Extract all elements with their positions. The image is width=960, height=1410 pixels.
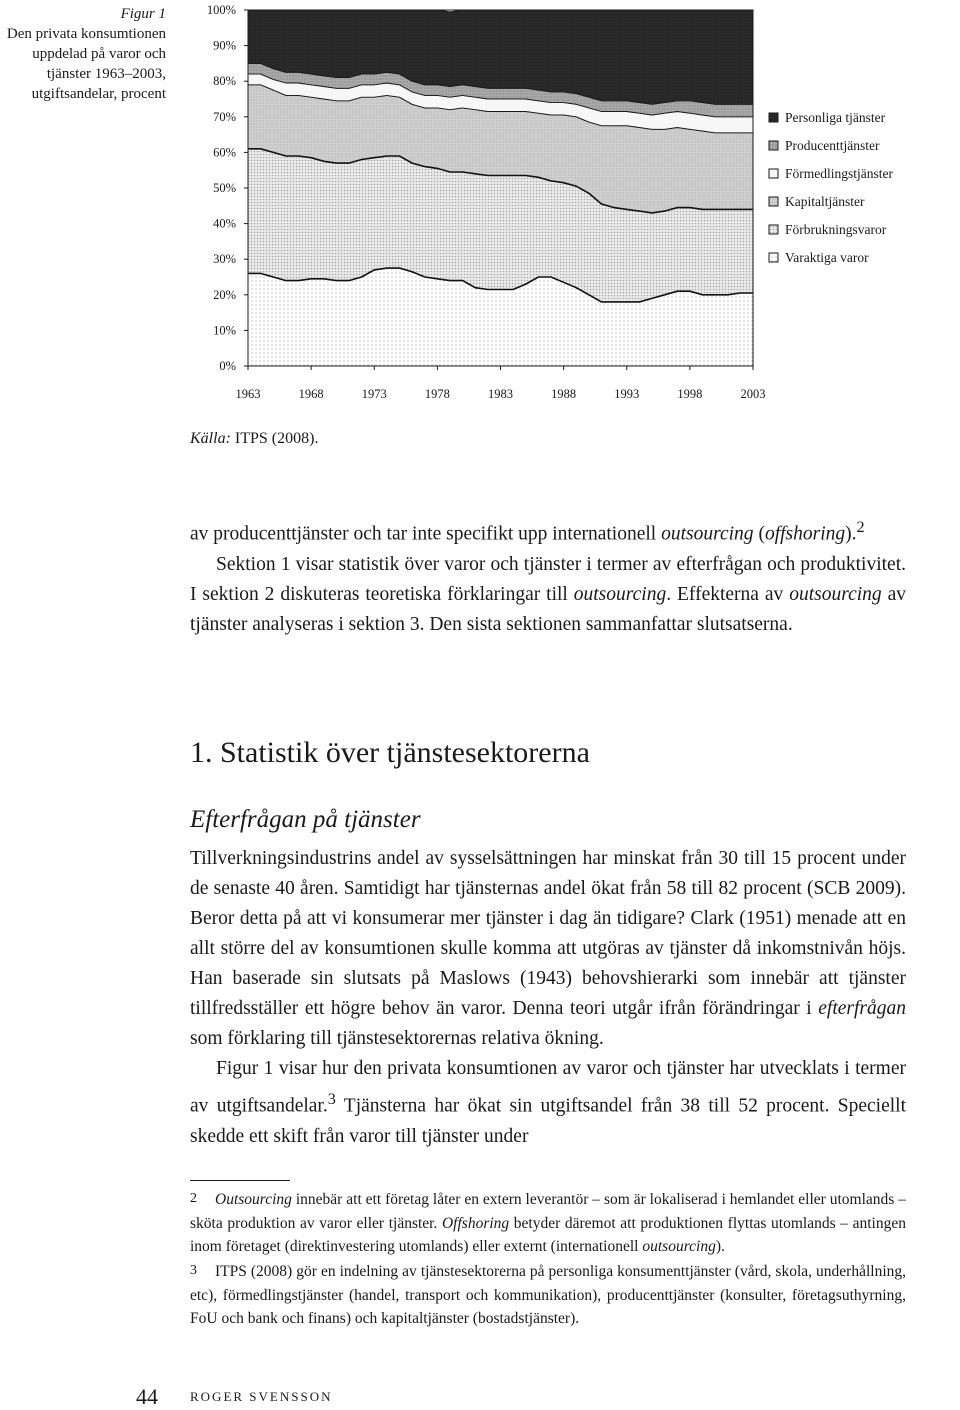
chart-areas <box>248 10 753 366</box>
x-tick-label: 1983 <box>488 387 513 401</box>
figure-caption-text: Den privata konsumtionen uppdelad på varor och tjänster 1963–2003, utgiftsandelar, procent <box>6 26 166 102</box>
footnote-3 <box>190 1260 906 1330</box>
outline-text-b: . Effekterna av <box>666 583 790 605</box>
intro-paragraph <box>190 512 906 550</box>
figure-text-a: Figur 1 visar hur den privata konsumtionen av varor och tjänster har utvecklats i termer av utgiftsandelar. <box>190 1058 906 1117</box>
x-tick-label: 1973 <box>361 387 387 401</box>
figure-label: Figur 1 <box>120 6 166 22</box>
demand-emphasis: efterfrågan <box>818 998 906 1019</box>
y-tick-label: 60% <box>213 145 236 160</box>
footnotes <box>190 1188 906 1332</box>
y-tick-label: 10% <box>213 323 236 338</box>
intro-paren-open: ( <box>758 523 765 545</box>
y-tick-label: 80% <box>213 74 236 89</box>
source-label: Källa: <box>190 430 231 447</box>
chart-legend <box>769 110 893 265</box>
y-tick-label: 90% <box>213 38 236 53</box>
legend-label: Personliga tjänster <box>785 110 886 125</box>
x-tick-label: 1963 <box>235 387 261 401</box>
demand-text-a: Tillverkningsindustrins andel av sysselsättningen har minskat från 30 till 15 procent under de senaste 40 åren. Samtidigt har tjänsternas andel ökat från 58 till 82 procent (SCB 2009). Beror detta på att vi konsumerar mer tjänster i dag än tidigare? Clark (1951) menade att en allt större del av konsumtionen skulle komma att utgöras av tjänster då inkomstnivån höjs. Han baserade sin slutsats på Maslows (1943) behovshierarki som innebär att tjänster tillfredsställer ett högre behov än varor. Denna teori utgår ifrån förändringar i <box>190 848 906 1019</box>
running-author: ROGER SVENSSON <box>190 1389 333 1404</box>
journal-brand <box>940 256 960 426</box>
outline-emphasis-2: outsourcing <box>789 583 882 605</box>
footnote-3-number: 3 <box>190 1263 197 1278</box>
footnote-2 <box>190 1188 906 1258</box>
intro-emphasis-2: offshoring <box>764 523 846 545</box>
y-tick-label: 40% <box>213 216 236 231</box>
legend-swatch <box>769 225 778 234</box>
legend-label: Förbrukningsvaror <box>785 222 887 237</box>
section-heading: 1. Statistik över tjänstesektorerna <box>190 736 590 769</box>
footnote-ref-2[interactable]: 2 <box>856 518 865 536</box>
page-number: 44 <box>136 1384 158 1409</box>
stacked-area-chart <box>175 0 935 420</box>
legend-swatch <box>769 141 778 150</box>
outline-emphasis-1: outsourcing <box>573 583 667 605</box>
footnote-2-emphasis-3: outsourcing <box>642 1238 716 1255</box>
legend-label: Kapitaltjänster <box>785 194 865 209</box>
legend-swatch <box>769 113 778 122</box>
footnote-rule <box>190 1180 290 1181</box>
main-text <box>190 844 906 1152</box>
demand-paragraph <box>190 844 906 1054</box>
legend-swatch <box>769 253 778 262</box>
intro-paren-close: ). <box>845 523 857 545</box>
figure-text-b: Tjänsterna har ökat sin utgiftsandel från 38 till 52 procent. Speciellt skedde ett skift från varor till tjänster under <box>190 1095 906 1147</box>
footnote-2-text-b: betyder däremot att produktionen flyttas utomlands – antingen inom företaget (direktinvestering utomlands) eller externt (internationell <box>190 1215 906 1255</box>
x-tick-label: 2003 <box>740 387 766 401</box>
intro-text <box>190 512 906 640</box>
figure-source <box>190 430 318 448</box>
outline-text-a: Sektion 1 visar statistik över varor och tjänster i termer av efterfrågan och produktivitet. I sektion 2 diskuteras teoretiska förklaringar till <box>190 553 906 605</box>
y-tick-label: 70% <box>213 109 236 124</box>
footnote-2-number: 2 <box>190 1191 197 1206</box>
footnote-2-text-a: innebär att ett företag låter en extern leverantör – som är lokaliserad i hemlandet eller utomlands – sköta produktion av varor eller tjänster. <box>190 1191 906 1232</box>
footnote-3-text: ITPS (2008) gör en indelning av tjänstesektorerna på personliga konsumenttjänster (vård, skola, underhållning, etc), förmedlingstjänster (handel, transport och kommunikation), producenttjänster (konsulter, företagsuthyrning, FoU och bank och finans) och kapitaltjänster (bostadstjänster). <box>190 1263 906 1327</box>
intro-text-part: av producenttjänster och tar inte specifikt upp internationell <box>190 523 662 545</box>
y-tick-label: 20% <box>213 287 236 302</box>
x-tick-label: 1998 <box>677 387 703 401</box>
y-tick-label: 100% <box>206 3 236 17</box>
legend-label: Varaktiga varor <box>785 250 869 265</box>
footnote-2-emphasis-1: Outsourcing <box>215 1191 292 1208</box>
figure-caption <box>0 4 166 104</box>
sub-heading: Efterfrågan på tjänster <box>190 806 421 833</box>
demand-text-b: som förklaring till tjänstesektorernas relativa ökning. <box>190 1028 604 1049</box>
y-tick-label: 0% <box>219 359 236 373</box>
legend-swatch <box>769 197 778 206</box>
intro-emphasis: outsourcing <box>661 523 754 545</box>
x-tick-label: 1993 <box>614 387 640 401</box>
x-tick-label: 1988 <box>551 387 577 401</box>
footnote-2-emphasis-2: Offshoring <box>441 1215 510 1232</box>
legend-label: Producenttjänster <box>785 138 880 153</box>
source-text: ITPS (2008). <box>234 430 319 447</box>
x-tick-label: 1968 <box>298 387 324 401</box>
legend-label: Förmedlingstjänster <box>785 166 893 181</box>
outline-paragraph <box>190 550 906 640</box>
legend-swatch <box>769 169 778 178</box>
footnote-ref-3[interactable]: 3 <box>327 1090 336 1108</box>
y-tick-label: 50% <box>213 181 236 195</box>
y-tick-label: 30% <box>213 252 236 267</box>
outline-text-c: av tjänster analyseras i sektion 3. Den sista sektionen sammanfattar slutsatserna. <box>190 583 907 635</box>
figure-paragraph <box>190 1054 906 1152</box>
footnote-2-text-c: ). <box>715 1238 725 1255</box>
x-tick-label: 1978 <box>424 387 450 401</box>
